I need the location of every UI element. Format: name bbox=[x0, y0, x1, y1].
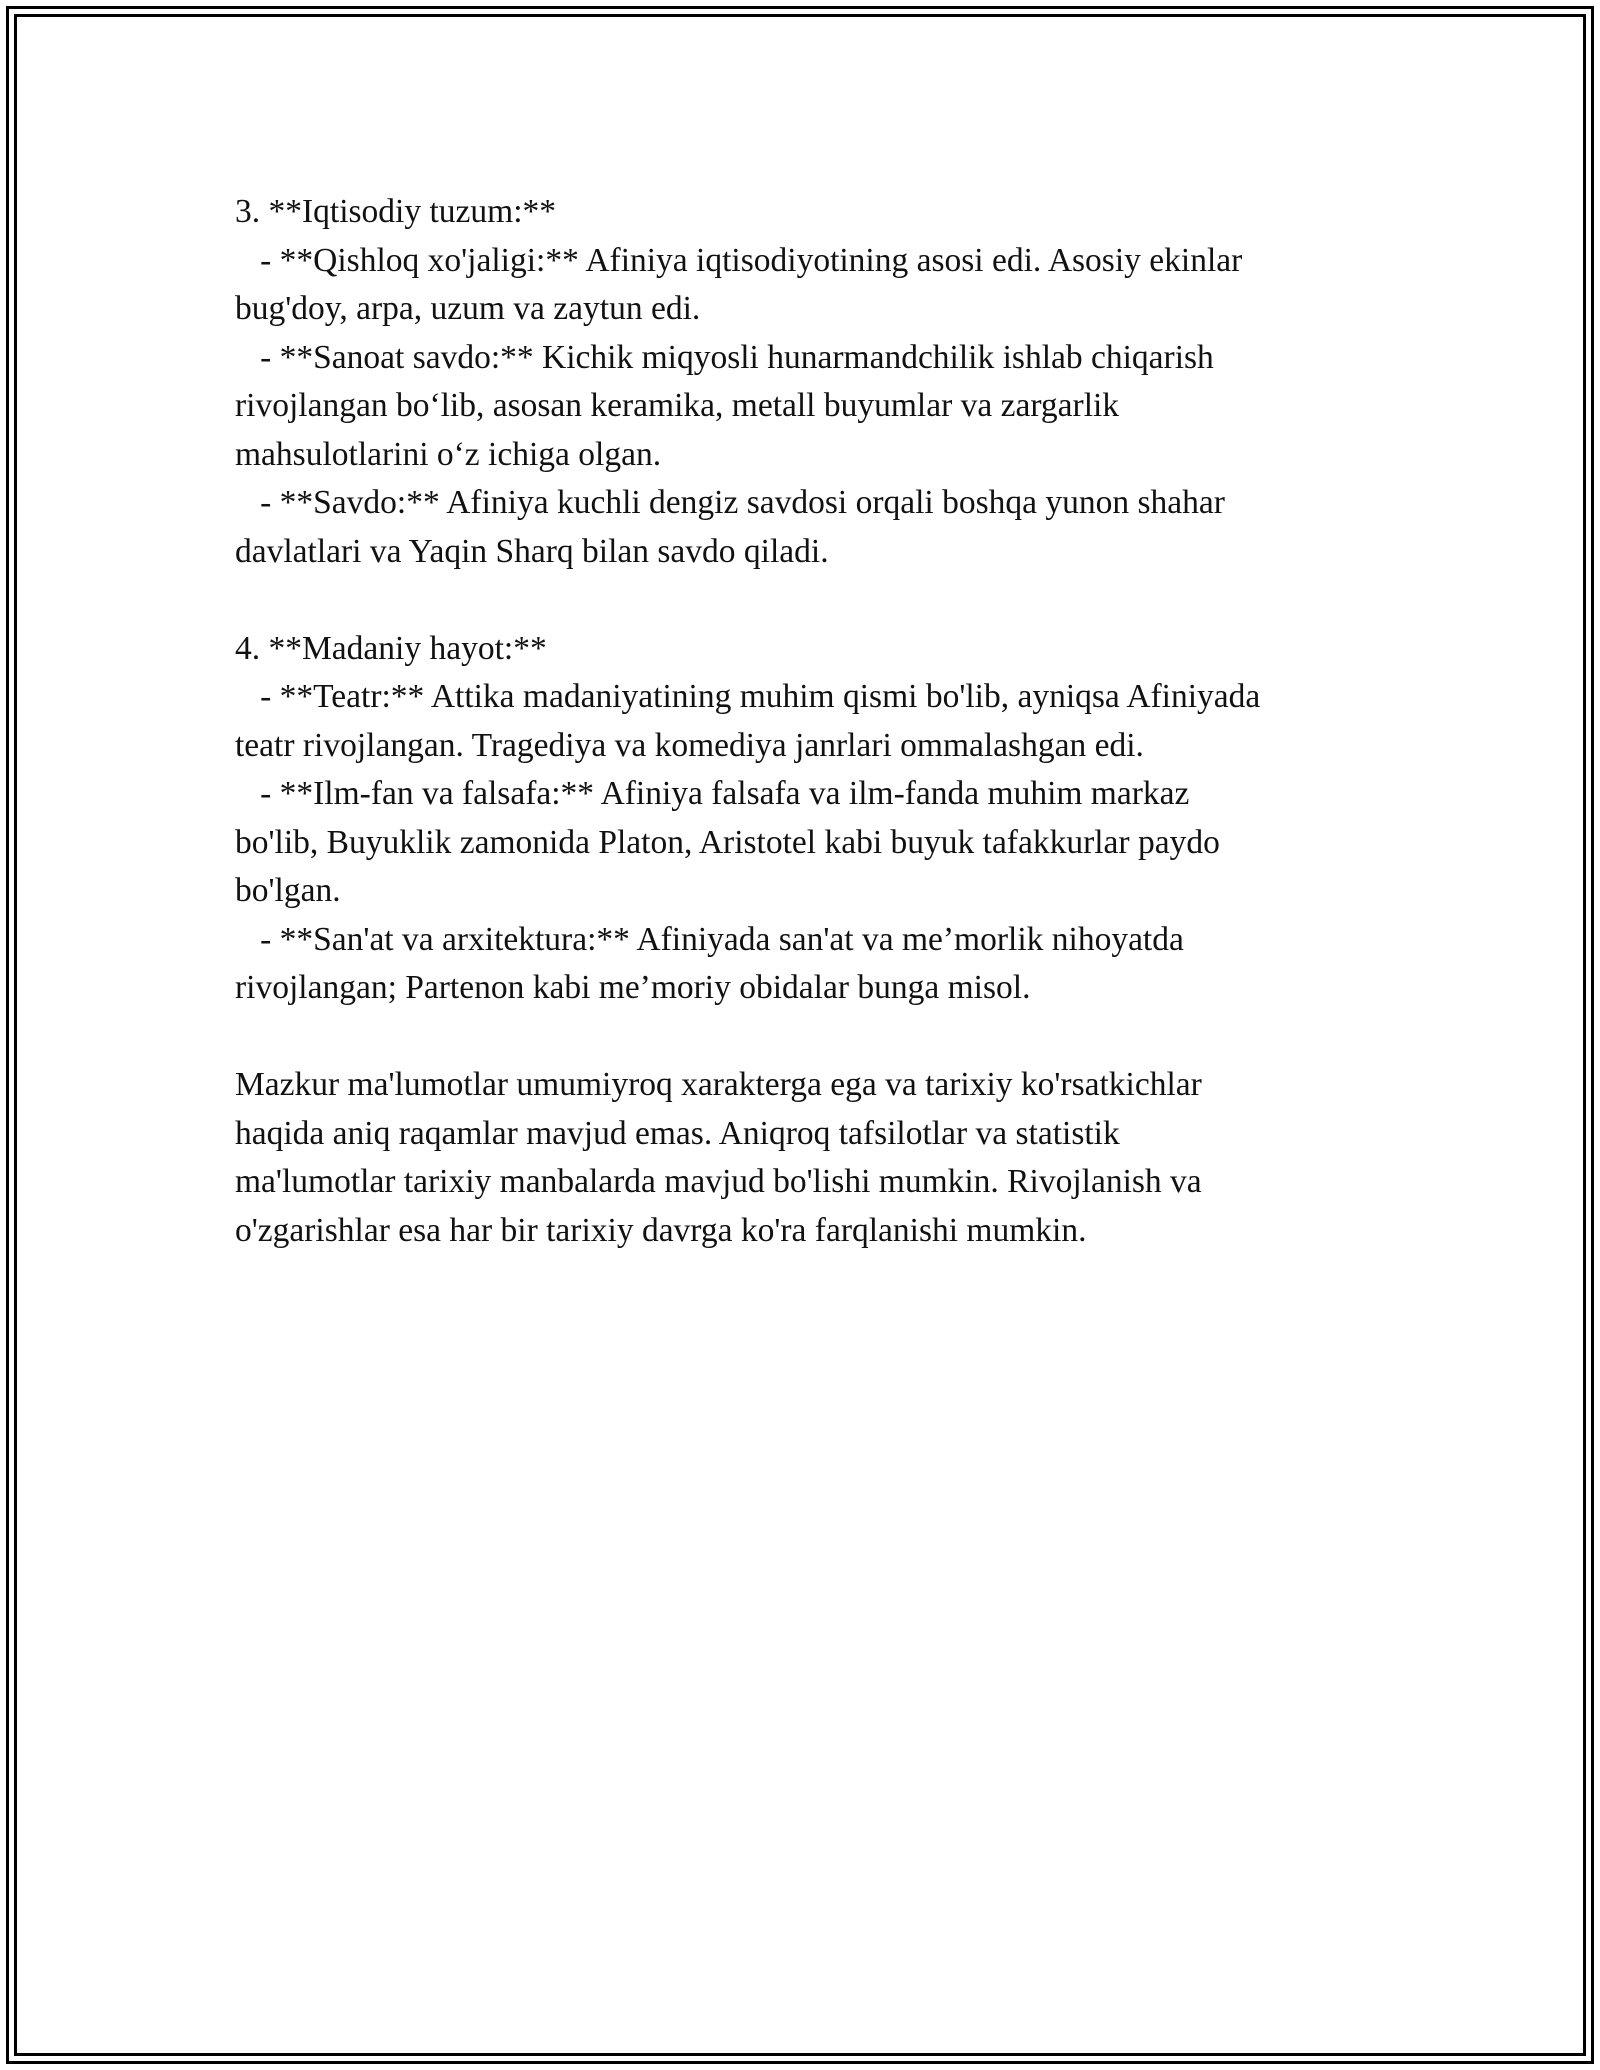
section-heading-economy: 3. **Iqtisodiy tuzum:** bbox=[235, 193, 557, 230]
text-line: teatr rivojlangan. Tragediya va komediya janrlari ommalashgan edi. bbox=[235, 726, 1144, 764]
text-line: - **Savdo:** Afiniya kuchli dengiz savdosi orqali boshqa yunon shahar bbox=[235, 484, 1225, 521]
text-line: rivojlangan bo‘lib, asosan keramika, metall buyumlar va zargarlik bbox=[235, 387, 1120, 424]
document-body bbox=[235, 188, 1385, 1255]
text-line: bug'doy, arpa, uzum va zaytun edi. bbox=[235, 290, 701, 327]
text-line: davlatlari va Yaqin Sharq bilan savdo qiladi. bbox=[235, 532, 829, 570]
text-line: bo'lib, Buyuklik zamonida Platon, Aristotel kabi buyuk tafakkurlar paydo bbox=[235, 823, 1220, 861]
text-line: - **Qishloq xo'jaligi:** Afiniya iqtisodiyotining asosi edi. Asosiy ekinlar bbox=[235, 241, 1243, 279]
text-line: rivojlangan; Partenon kabi me’moriy obidalar bunga misol. bbox=[235, 969, 1031, 1006]
paragraph-spacer bbox=[235, 1013, 1385, 1062]
text-line: - **Ilm-fan va falsafa:** Afiniya falsafa va ilm-fanda muhim markaz bbox=[235, 775, 1190, 812]
conclusion-line: Mazkur ma'lumotlar umumiyroq xarakterga ega va tarixiy ko'rsatkichlar bbox=[235, 1066, 1202, 1103]
text-line: mahsulotlarini o‘z ichiga olgan. bbox=[235, 435, 662, 473]
text-line: bo'lgan. bbox=[235, 872, 341, 909]
text-line: - **Teatr:** Attika madaniyatining muhim qismi bo'lib, ayniqsa Afiniyada bbox=[235, 678, 1261, 715]
text-line: - **Sanoat savdo:** Kichik miqyosli hunarmandchilik ishlab chiqarish bbox=[235, 338, 1214, 376]
section-heading-culture: 4. **Madaniy hayot:** bbox=[235, 629, 547, 667]
conclusion-line: ma'lumotlar tarixiy manbalarda mavjud bo'lishi mumkin. Rivojlanish va bbox=[235, 1163, 1202, 1200]
paragraph-spacer bbox=[235, 576, 1385, 625]
text-line: - **San'at va arxitektura:** Afiniyada san'at va me’morlik nihoyatda bbox=[235, 920, 1184, 958]
conclusion-line: o'zgarishlar esa har bir tarixiy davrga ko'ra farqlanishi mumkin. bbox=[235, 1211, 1087, 1249]
conclusion-line: haqida aniq raqamlar mavjud emas. Aniqroq tafsilotlar va statistik bbox=[235, 1114, 1120, 1152]
